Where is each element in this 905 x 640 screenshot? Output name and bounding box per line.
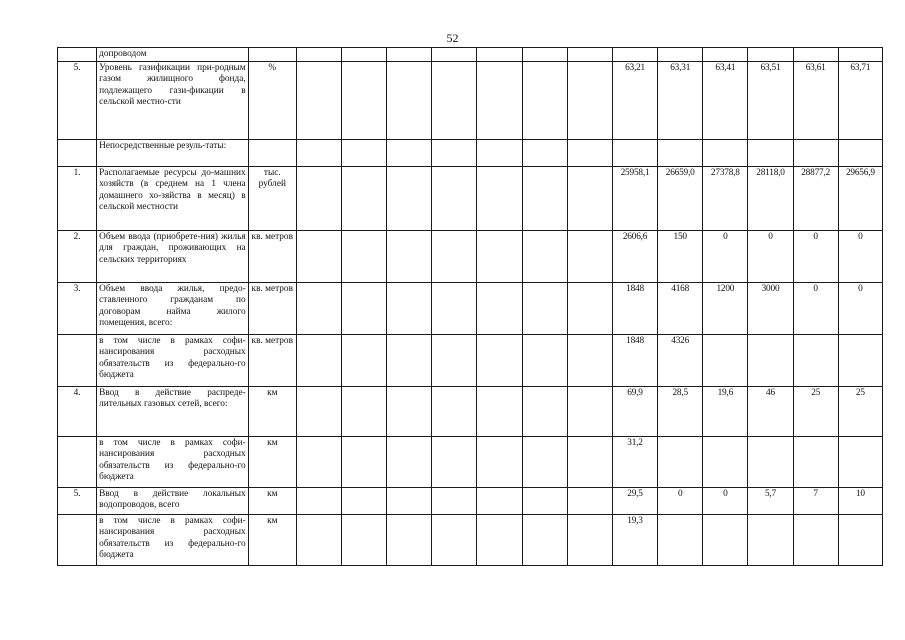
empty-cell bbox=[432, 387, 477, 437]
unit-cell: кв. метров bbox=[248, 335, 296, 387]
empty-cell bbox=[567, 167, 612, 231]
value-cell bbox=[703, 48, 748, 62]
empty-cell bbox=[387, 387, 432, 437]
table-row bbox=[58, 515, 883, 566]
value-cell: 28877,2 bbox=[793, 167, 838, 231]
empty-cell bbox=[567, 140, 612, 167]
empty-cell bbox=[522, 515, 567, 566]
value-cell bbox=[612, 48, 657, 62]
empty-cell bbox=[432, 48, 477, 62]
empty-cell bbox=[296, 48, 341, 62]
empty-cell bbox=[387, 48, 432, 62]
row-number-cell: 5. bbox=[58, 488, 97, 515]
empty-cell bbox=[567, 48, 612, 62]
table-row bbox=[58, 387, 883, 437]
empty-cell bbox=[567, 283, 612, 335]
unit-cell: % bbox=[248, 62, 296, 140]
empty-cell bbox=[567, 488, 612, 515]
value-cell: 19,6 bbox=[703, 387, 748, 437]
indicator-name-cell: Ввод в действие локальных водопроводов, всего bbox=[97, 488, 249, 515]
value-cell bbox=[658, 515, 703, 566]
indicator-name-cell: Объем ввода жилья, предо-ставленного гражданам по договорам найма жилого помещения, всего: bbox=[97, 283, 249, 335]
value-cell: 0 bbox=[748, 231, 793, 283]
value-cell: 25 bbox=[793, 387, 838, 437]
empty-cell bbox=[342, 387, 387, 437]
empty-cell bbox=[522, 387, 567, 437]
empty-cell bbox=[387, 515, 432, 566]
unit-cell: км bbox=[248, 387, 296, 437]
value-cell: 0 bbox=[703, 231, 748, 283]
empty-cell bbox=[522, 437, 567, 488]
value-cell: 5,7 bbox=[748, 488, 793, 515]
empty-cell bbox=[567, 515, 612, 566]
value-cell: 25 bbox=[838, 387, 882, 437]
row-number-cell: 4. bbox=[58, 387, 97, 437]
value-cell: 63,31 bbox=[658, 62, 703, 140]
empty-cell bbox=[522, 283, 567, 335]
empty-cell bbox=[477, 488, 522, 515]
value-cell: 19,3 bbox=[612, 515, 657, 566]
empty-cell bbox=[477, 283, 522, 335]
unit-cell: км bbox=[248, 488, 296, 515]
indicator-name-cell: Непосредственные резуль-таты: bbox=[97, 140, 249, 167]
indicator-name-cell: допроводом bbox=[97, 48, 249, 62]
empty-cell bbox=[477, 437, 522, 488]
empty-cell bbox=[432, 283, 477, 335]
value-cell: 4168 bbox=[658, 283, 703, 335]
empty-cell bbox=[432, 488, 477, 515]
value-cell: 25958,1 bbox=[612, 167, 657, 231]
row-number-cell bbox=[58, 437, 97, 488]
value-cell bbox=[793, 335, 838, 387]
row-number-cell: 2. bbox=[58, 231, 97, 283]
unit-cell bbox=[248, 140, 296, 167]
empty-cell bbox=[522, 335, 567, 387]
empty-cell bbox=[296, 167, 341, 231]
indicators-table bbox=[57, 47, 883, 566]
empty-cell bbox=[432, 437, 477, 488]
value-cell: 26659,0 bbox=[658, 167, 703, 231]
value-cell bbox=[658, 140, 703, 167]
empty-cell bbox=[567, 387, 612, 437]
value-cell bbox=[658, 437, 703, 488]
unit-cell: кв. метров bbox=[248, 231, 296, 283]
table-row bbox=[58, 488, 883, 515]
empty-cell bbox=[342, 167, 387, 231]
value-cell bbox=[838, 515, 882, 566]
value-cell: 69,9 bbox=[612, 387, 657, 437]
value-cell bbox=[793, 515, 838, 566]
empty-cell bbox=[342, 515, 387, 566]
table-row bbox=[58, 167, 883, 231]
row-number-cell bbox=[58, 335, 97, 387]
value-cell bbox=[793, 437, 838, 488]
value-cell: 0 bbox=[793, 231, 838, 283]
indicator-name-cell: Ввод в действие распреде-лительных газовых сетей, всего: bbox=[97, 387, 249, 437]
table-row bbox=[58, 283, 883, 335]
empty-cell bbox=[342, 283, 387, 335]
empty-cell bbox=[522, 140, 567, 167]
row-number-cell bbox=[58, 48, 97, 62]
value-cell bbox=[748, 48, 793, 62]
empty-cell bbox=[387, 62, 432, 140]
empty-cell bbox=[432, 140, 477, 167]
empty-cell bbox=[387, 437, 432, 488]
value-cell: 1200 bbox=[703, 283, 748, 335]
empty-cell bbox=[522, 62, 567, 140]
empty-cell bbox=[432, 62, 477, 140]
empty-cell bbox=[477, 140, 522, 167]
empty-cell bbox=[477, 167, 522, 231]
unit-cell bbox=[248, 48, 296, 62]
empty-cell bbox=[387, 231, 432, 283]
value-cell: 0 bbox=[703, 488, 748, 515]
row-number-cell bbox=[58, 140, 97, 167]
value-cell bbox=[748, 515, 793, 566]
value-cell bbox=[748, 335, 793, 387]
table-row bbox=[58, 335, 883, 387]
empty-cell bbox=[477, 231, 522, 283]
value-cell: 29,5 bbox=[612, 488, 657, 515]
indicator-name-cell: Объем ввода (приобрете-ния) жилья для граждан, проживающих на сельских территориях bbox=[97, 231, 249, 283]
empty-cell bbox=[342, 335, 387, 387]
value-cell: 0 bbox=[838, 231, 882, 283]
unit-cell: км bbox=[248, 515, 296, 566]
value-cell: 46 bbox=[748, 387, 793, 437]
table-row bbox=[58, 140, 883, 167]
empty-cell bbox=[522, 167, 567, 231]
value-cell: 63,21 bbox=[612, 62, 657, 140]
empty-cell bbox=[296, 488, 341, 515]
unit-cell: кв. метров bbox=[248, 283, 296, 335]
value-cell bbox=[838, 140, 882, 167]
empty-cell bbox=[296, 283, 341, 335]
empty-cell bbox=[477, 387, 522, 437]
unit-cell: тыс. рублей bbox=[248, 167, 296, 231]
value-cell bbox=[838, 48, 882, 62]
empty-cell bbox=[342, 488, 387, 515]
value-cell: 4326 bbox=[658, 335, 703, 387]
row-number-cell: 3. bbox=[58, 283, 97, 335]
value-cell bbox=[658, 48, 703, 62]
empty-cell bbox=[432, 167, 477, 231]
table-row bbox=[58, 62, 883, 140]
empty-cell bbox=[567, 335, 612, 387]
value-cell: 28118,0 bbox=[748, 167, 793, 231]
table-row bbox=[58, 48, 883, 62]
empty-cell bbox=[477, 62, 522, 140]
empty-cell bbox=[296, 387, 341, 437]
row-number-cell: 1. bbox=[58, 167, 97, 231]
table-row bbox=[58, 437, 883, 488]
table-row bbox=[58, 231, 883, 283]
empty-cell bbox=[387, 283, 432, 335]
value-cell: 29656,9 bbox=[838, 167, 882, 231]
empty-cell bbox=[432, 515, 477, 566]
indicator-name-cell: в том числе в рамках софи-нансирования расходных обязательств из федерально-го бюджета bbox=[97, 515, 249, 566]
empty-cell bbox=[387, 167, 432, 231]
value-cell: 63,41 bbox=[703, 62, 748, 140]
value-cell bbox=[793, 140, 838, 167]
empty-cell bbox=[296, 231, 341, 283]
indicator-name-cell: Уровень газификации при-родным газом жилищного фонда, подлежащего гази-фикации в сельской местно-сти bbox=[97, 62, 249, 140]
empty-cell bbox=[387, 488, 432, 515]
value-cell: 63,51 bbox=[748, 62, 793, 140]
table-body bbox=[58, 48, 883, 566]
page-number: 52 bbox=[446, 31, 459, 45]
value-cell bbox=[703, 515, 748, 566]
empty-cell bbox=[342, 437, 387, 488]
empty-cell bbox=[567, 62, 612, 140]
value-cell: 28,5 bbox=[658, 387, 703, 437]
empty-cell bbox=[342, 231, 387, 283]
value-cell: 63,61 bbox=[793, 62, 838, 140]
value-cell bbox=[703, 437, 748, 488]
empty-cell bbox=[567, 231, 612, 283]
empty-cell bbox=[296, 515, 341, 566]
value-cell bbox=[748, 437, 793, 488]
value-cell: 1848 bbox=[612, 335, 657, 387]
value-cell bbox=[748, 140, 793, 167]
empty-cell bbox=[342, 62, 387, 140]
value-cell: 27378,8 bbox=[703, 167, 748, 231]
value-cell: 150 bbox=[658, 231, 703, 283]
value-cell: 3000 bbox=[748, 283, 793, 335]
empty-cell bbox=[342, 48, 387, 62]
empty-cell bbox=[296, 62, 341, 140]
empty-cell bbox=[387, 335, 432, 387]
value-cell bbox=[612, 140, 657, 167]
value-cell bbox=[793, 48, 838, 62]
empty-cell bbox=[296, 140, 341, 167]
value-cell bbox=[703, 140, 748, 167]
indicator-name-cell: Располагаемые ресурсы до-машних хозяйств (в среднем на 1 члена домашнего хо-зяйства в месяц) в сельской местности bbox=[97, 167, 249, 231]
empty-cell bbox=[567, 437, 612, 488]
value-cell bbox=[838, 437, 882, 488]
empty-cell bbox=[432, 335, 477, 387]
empty-cell bbox=[432, 231, 477, 283]
value-cell: 0 bbox=[838, 283, 882, 335]
value-cell: 2606,6 bbox=[612, 231, 657, 283]
value-cell: 31,2 bbox=[612, 437, 657, 488]
value-cell: 0 bbox=[793, 283, 838, 335]
value-cell: 10 bbox=[838, 488, 882, 515]
value-cell bbox=[703, 335, 748, 387]
value-cell: 1848 bbox=[612, 283, 657, 335]
indicator-name-cell: в том числе в рамках софи-нансирования расходных обязательств из федерально-го бюджета bbox=[97, 437, 249, 488]
empty-cell bbox=[522, 231, 567, 283]
empty-cell bbox=[296, 437, 341, 488]
empty-cell bbox=[342, 140, 387, 167]
empty-cell bbox=[477, 335, 522, 387]
empty-cell bbox=[522, 488, 567, 515]
empty-cell bbox=[522, 48, 567, 62]
empty-cell bbox=[477, 48, 522, 62]
value-cell bbox=[838, 335, 882, 387]
unit-cell: км bbox=[248, 437, 296, 488]
value-cell: 7 bbox=[793, 488, 838, 515]
row-number-cell: 5. bbox=[58, 62, 97, 140]
row-number-cell bbox=[58, 515, 97, 566]
indicator-name-cell: в том числе в рамках софи-нансирования расходных обязательств из федерально-го бюджета bbox=[97, 335, 249, 387]
empty-cell bbox=[387, 140, 432, 167]
value-cell: 63,71 bbox=[838, 62, 882, 140]
value-cell: 0 bbox=[658, 488, 703, 515]
empty-cell bbox=[477, 515, 522, 566]
empty-cell bbox=[296, 335, 341, 387]
